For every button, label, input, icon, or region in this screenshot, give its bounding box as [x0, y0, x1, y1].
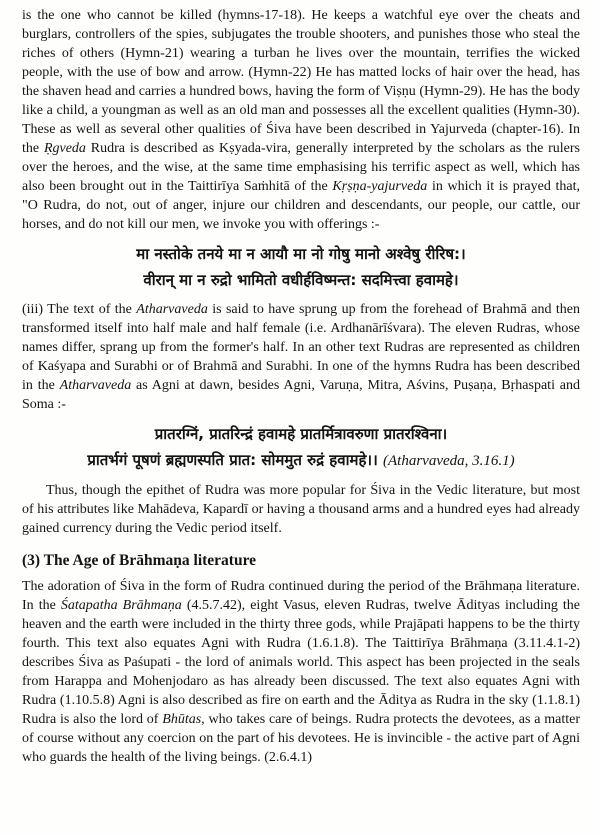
- body-paragraph-atharvaveda: (iii) The text of the Atharvaveda is said to have sprung up from the forehead of Brahmā and then transformed itself into half male and half female (i.e. Ardhanārīśvara). The eleven Rudras, whose names differ, sprang up from the former's half. In an other text Rudras are represented as children of Kaśyapa and Surabhi or of Brahmā and Surabhi. In one of the hymns Rudra has been described in the Atharvaveda as Agni at dawn, besides Agni, Varuṇa, Mitra, Aśvins, Puṣaṇa, Bṛhaspati and Soma :-: [22, 302, 580, 412]
- body-paragraph-continuation: is the one who cannot be killed (hymns-17-18). He keeps a watchful eye over the cheats and burglars, controllers of the spies, subjugates the trouble shooters, and punishes those who steal the riches of others (Hymn-21) wearing a turban he lives over the mountain, terrifies the wicked people, with the use of bow and arrow. (Hymn-22) He has matted locks of hair over the head, has the shaven head and carries a hundred bows, having the form of Viṣṇu (Hymn-29). He has the body like a child, a youngman as well as an old man and possesses all the excellent qualities (Hymn-30). These as well as several other qualities of Śiva have been described in Yajurveda (chapter-16). In the Ṛgveda Rudra is described as Kṣyada-vira, generally interpreted by the scholars as the rulers over the heroes, and the wise, at the same time emphasising his terrific aspect as well, which has also been brought out in the Taittirīya Saṁhitā of the Kṛṣṇa-yajurveda in which it is prayed that, "O Rudra, do not, out of anger, injure our children and descendants, our people, our cattle, our horses, and do not kill our men, we invoke you with offerings :-: [22, 8, 581, 232]
- body-paragraph-thus: Thus, though the epithet of Rudra was more popular for Śiva in the Vedic literature, but most of his attributes like Mahādeva, Kapardī or having a thousand arms and a hundred eyes had already gained currency during the Vedic period itself.: [22, 483, 580, 536]
- verse-2-line-1: प्रातरग्निं, प्रातरिन्द्रं हवामहे प्रातर्मित्रावरुणा प्रातरश्विना।: [154, 425, 448, 443]
- section-heading-brahmana-literature: (3) The Age of Brāhmaṇa literature: [22, 552, 257, 569]
- body-paragraph-brahmana: The adoration of Śiva in the form of Rudra continued during the period of the Brāhmaṇa literature. In the Śatapatha Brāhmaṇa (4.5.7.42), eight Vasus, eleven Rudras, twelve Ādityas including the heaven and the earth were included in the thirty three gods, while Prajāpati happens to be the thirty fourth. This text also equates Agni with Rudra (1.6.1.8). The Taittirīya Brāhmaṇa (3.11.4.1-2) describes Śiva as Paśupati - the lord of animals world. This aspect has been projected in the seals from Harappa and Mohenjodaro as has already been discussed. The text also equates Agni with Rudra (1.10.5.8) Agni is also described as fire on earth and the Āditya as Rudra in the sky (1.1.8.1) Rudra is also the lord of Bhūtas, who takes care of beings. Rudra protects the devotees, as a matter of course without any coercion on the part of his devotees. He is invincible - the active part of Agni who guards the health of the living beings. (2.6.4.1): [22, 579, 580, 765]
- sanskrit-verse-1: [22, 241, 580, 293]
- verse-1-line-2: वीरान् मा न रुद्रो भामितो वधीर्हविष्मन्त: सदमित्त्वा हवामहे।: [143, 271, 459, 289]
- verse-1-line-1: मा नस्तोके तनये मा न आयौ मा नो गोषु मानो अश्वेषु रीरिष:।: [136, 245, 466, 263]
- sanskrit-verse-2: [22, 421, 580, 474]
- verse-2-line-2: प्रातर्भगं पूषणं ब्रह्मणस्पति प्रात: सोममुत रुद्रं हवामहे।। (Atharvaveda, 3.16.1): [87, 451, 515, 469]
